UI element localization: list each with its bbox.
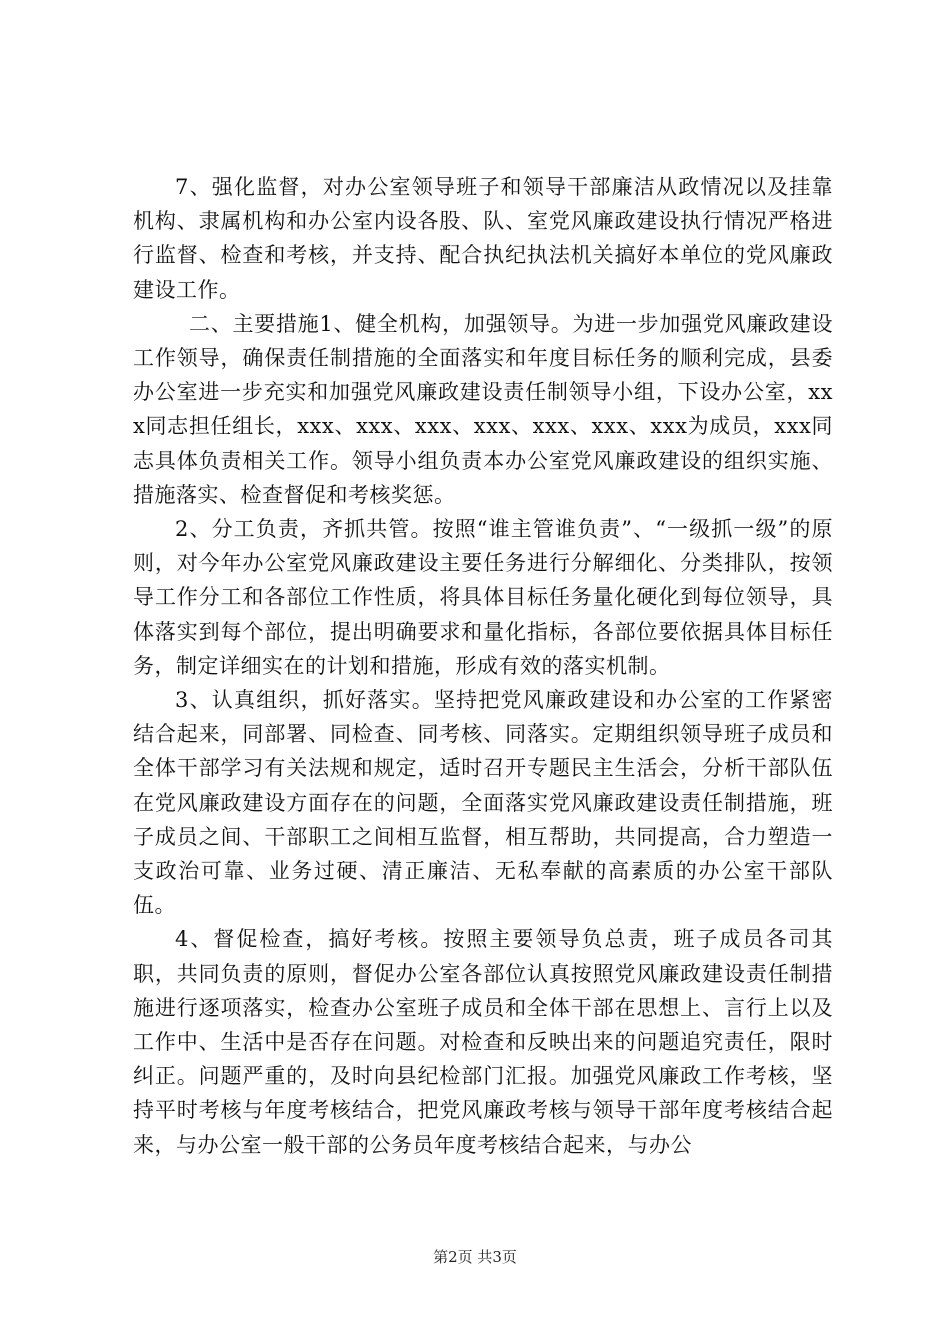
paragraph-measures-4: 4、督促检查，搞好考核。按照主要领导负总责，班子成员各司其职，共同负责的原则，督促办公室各部位认真按照党风廉政建设责任制措施进行逐项落实，检查办公室班子成员和全体干部在思想上、言行上以及工作中、生活中是否存在问题。对检查和反映出来的问题追究责任，限时纠正。问题严重的，及时向县纪检部门汇报。加强党风廉政工作考核，坚持平时考核与年度考核结合，把党风廉政考核与领导干部年度考核结合起来，与办公室一般干部的公务员年度考核结合起来，与办公 — [133, 927, 833, 1157]
paragraph-measures-2: 2、分工负责，齐抓共管。按照“谁主管谁负责”、“一级抓一级”的原则，对今年办公室党风廉政建设主要任务进行分解细化、分类排队，按领导工作分工和各部位工作性质，将具体目标任务量化硬化到每位领导，具体落实到每个部位，提出明确要求和量化指标，各部位要依据具体目标任务，制定详细实在的计划和措施，形成有效的落实机制。 — [133, 517, 833, 678]
document-body — [133, 170, 833, 1162]
page-footer: 第2页 共3页 — [433, 1248, 517, 1266]
paragraph-7: 7、强化监督，对办公室领导班子和领导干部廉洁从政情况以及挂靠机构、隶属机构和办公室内设各股、队、室党风廉政建设执行情况严格进行监督、检查和考核，并支持、配合执纪执法机关搞好本单位的党风廉政建设工作。 — [133, 175, 833, 302]
paragraph-measures-3: 3、认真组织，抓好落实。坚持把党风廉政建设和办公室的工作紧密结合起来，同部署、同检查、同考核、同落实。定期组织领导班子成员和全体干部学习有关法规和规定，适时召开专题民主生活会，分析干部队伍在党风廉政建设方面存在的问题，全面落实党风廉政建设责任制措施，班子成员之间、干部职工之间相互监督，相互帮助，共同提高，合力塑造一支政治可靠、业务过硬、清正廉洁、无私奉献的高素质的办公室干部队伍。 — [133, 688, 833, 918]
paragraph-measures-1: 二、主要措施1、健全机构，加强领导。为进一步加强党风廉政建设工作领导，确保责任制措施的全面落实和年度目标任务的顺利完成，县委办公室进一步充实和加强党风廉政建设责任制领导小组，下设办公室，xxx同志担任组长，xxx、xxx、xxx、xxx、xxx、xxx、xxx为成员，xxx同志具体负责相关工作。领导小组负责本办公室党风廉政建设的组织实施、措施落实、检查督促和考核奖惩。 — [133, 311, 833, 507]
